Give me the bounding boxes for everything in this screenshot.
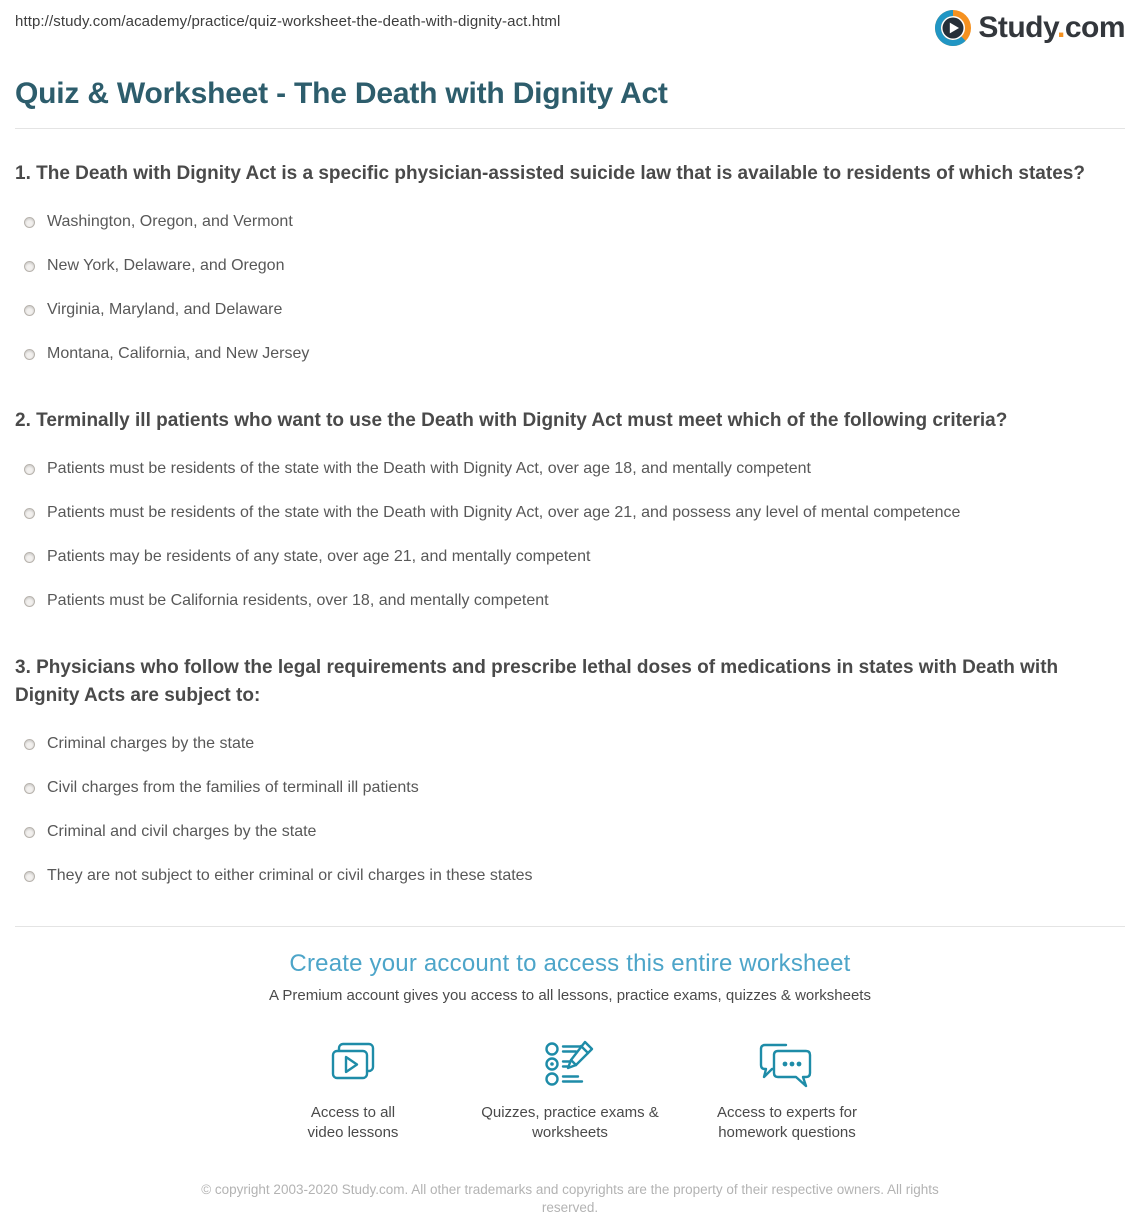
option-label: They are not subject to either criminal or civil charges in these states [47, 867, 533, 884]
option-label: Washington, Oregon, and Vermont [47, 213, 293, 230]
cta-section [15, 927, 1125, 1143]
feature-label: Quizzes, practice exams & worksheets [481, 1104, 659, 1141]
page-header [15, 0, 1125, 50]
option-label: Patients must be residents of the state with the Death with Dignity Act, over age 21, and possess any level of mental competence [47, 504, 961, 521]
feature-label: Access to experts for homework questions [716, 1104, 858, 1141]
page-url: http://study.com/academy/practice/quiz-worksheet-the-death-with-dignity-act.html [15, 13, 561, 30]
feature-label: Access to all video lessons [307, 1104, 399, 1141]
radio-button[interactable] [24, 349, 35, 360]
radio-button[interactable] [24, 596, 35, 607]
question-text: 3. Physicians who follow the legal requirements and prescribe lethal doses of medications in states with Death with Dignity Acts are subject to: [15, 657, 1059, 706]
logo-dot: . [1056, 11, 1065, 44]
copyright-text: © copyright 2003-2020 Study.com. All other trademarks and copyrights are the property of their respective owners. All rights reserved. [201, 1182, 939, 1215]
radio-button[interactable] [24, 783, 35, 794]
answer-option[interactable] [15, 503, 1125, 523]
answer-option[interactable] [15, 866, 1125, 886]
option-label: Patients must be California residents, over 18, and mentally competent [47, 592, 549, 609]
answer-option[interactable] [15, 591, 1125, 611]
feature-chat-experts [679, 1037, 896, 1143]
answer-option[interactable] [15, 822, 1125, 842]
radio-button[interactable] [24, 464, 35, 475]
question-2 [15, 407, 1125, 611]
studycom-logo[interactable] [935, 10, 1125, 46]
radio-button[interactable] [24, 305, 35, 316]
option-label: Civil charges from the families of terminall ill patients [47, 779, 419, 796]
video-lessons-icon [325, 1037, 381, 1093]
page-title: Quiz & Worksheet - The Death with Dignity Act [15, 77, 668, 110]
question-3 [15, 654, 1125, 886]
option-label: Criminal charges by the state [47, 735, 255, 752]
option-label: New York, Delaware, and Oregon [47, 257, 285, 274]
radio-button[interactable] [24, 827, 35, 838]
studycom-play-icon [935, 10, 971, 46]
question-text: 1. The Death with Dignity Act is a specific physician-assisted suicide law that is available to residents of which states? [15, 163, 1085, 184]
question-1 [15, 160, 1125, 364]
quiz-questions [15, 160, 1125, 886]
title-divider [15, 128, 1125, 129]
question-text: 2. Terminally ill patients who want to use the Death with Dignity Act must meet which of the following criteria? [15, 410, 1008, 431]
answer-option[interactable] [15, 459, 1125, 479]
radio-button[interactable] [24, 871, 35, 882]
option-label: Virginia, Maryland, and Delaware [47, 301, 283, 318]
quizzes-worksheets-icon [542, 1037, 598, 1093]
radio-button[interactable] [24, 261, 35, 272]
option-label: Criminal and civil charges by the state [47, 823, 317, 840]
answer-option[interactable] [15, 547, 1125, 567]
radio-button[interactable] [24, 552, 35, 563]
answer-option[interactable] [15, 300, 1125, 320]
option-label: Montana, California, and New Jersey [47, 345, 310, 362]
studycom-logo-text: Study.com [978, 11, 1125, 44]
answer-option[interactable] [15, 256, 1125, 276]
chat-experts-icon [756, 1037, 818, 1093]
answer-option[interactable] [15, 212, 1125, 232]
cta-subheading: A Premium account gives you access to all lessons, practice exams, quizzes & worksheets [269, 987, 871, 1004]
cta-heading: Create your account to access this entire worksheet [289, 950, 851, 977]
feature-quizzes-worksheets [462, 1037, 679, 1143]
feature-list [15, 1037, 1125, 1143]
option-label: Patients may be residents of any state, over age 21, and mentally competent [47, 548, 591, 565]
radio-button[interactable] [24, 739, 35, 750]
feature-video-lessons [245, 1037, 462, 1143]
answer-option[interactable] [15, 734, 1125, 754]
radio-button[interactable] [24, 508, 35, 519]
radio-button[interactable] [24, 217, 35, 228]
option-label: Patients must be residents of the state with the Death with Dignity Act, over age 18, and mentally competent [47, 460, 811, 477]
answer-option[interactable] [15, 778, 1125, 798]
answer-option[interactable] [15, 344, 1125, 364]
